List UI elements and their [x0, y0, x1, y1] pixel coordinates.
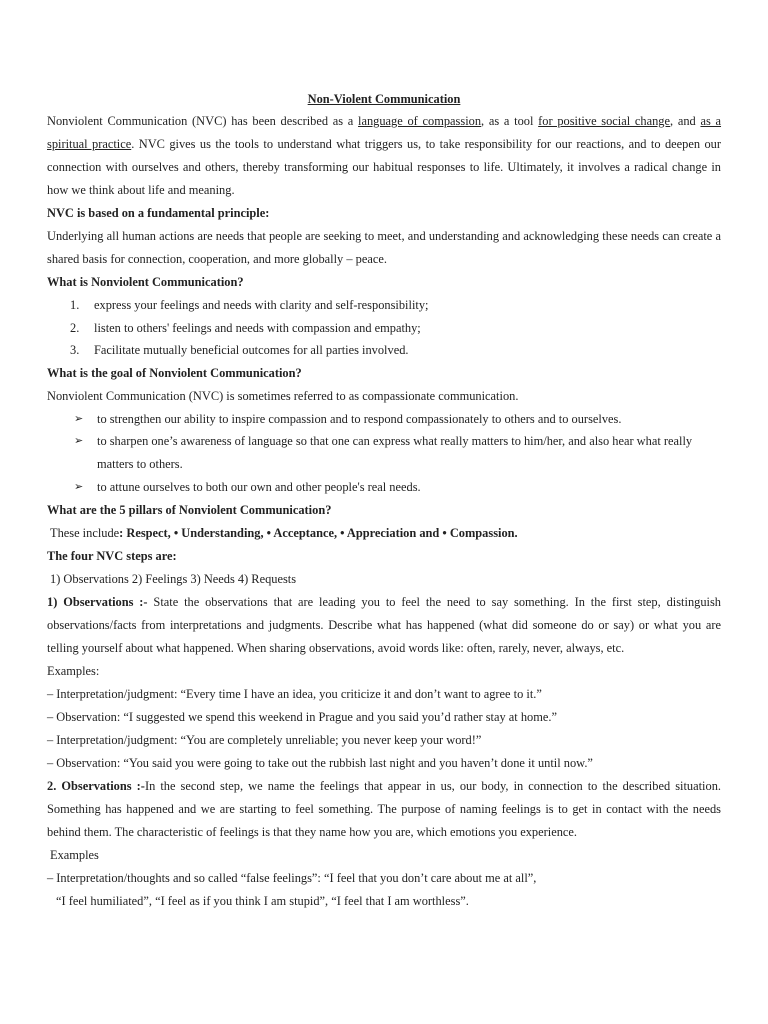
- list-item-text: to attune ourselves to both our own and other people's real needs.: [97, 479, 421, 494]
- observations-label: 1) Observations :-: [47, 594, 148, 609]
- list-item-text: to strengthen our ability to inspire compassion and to respond compassionately to others and to ourselves.: [97, 411, 622, 426]
- link-language-of-compassion[interactable]: language of compassion: [358, 114, 482, 128]
- feelings-label: 2. Observations :-: [47, 778, 145, 793]
- example-line: – Interpretation/judgment: “Every time I have an idea, you criticize it and don’t want to agree to it.”: [47, 686, 542, 701]
- goal-text: Nonviolent Communication (NVC) is sometimes referred to as compassionate communication.: [47, 388, 519, 403]
- what-is-heading: What is Nonviolent Communication?: [47, 275, 244, 289]
- examples-label: Examples: [50, 847, 99, 862]
- intro-paragraph: [47, 110, 721, 202]
- list-item: [70, 339, 721, 362]
- pillars-list: : Respect, • Understanding, • Acceptance, • Appreciation and • Compassion.: [119, 525, 518, 540]
- intro-text-3: , and: [670, 114, 701, 128]
- list-item-text: express your feelings and needs with clarity and self-responsibility;: [94, 298, 429, 312]
- steps-heading: The four NVC steps are:: [47, 548, 177, 563]
- list-number: 1.: [70, 298, 80, 312]
- list-item-text: listen to others' feelings and needs with compassion and empathy;: [94, 320, 421, 335]
- example-line: – Observation: “You said you were going to take out the rubbish last night and you haven’t done it until now.”: [47, 755, 593, 770]
- pillars-heading: What are the 5 pillars of Nonviolent Communication?: [47, 502, 332, 517]
- example-line: “I feel humiliated”, “I feel as if you think I am stupid”, “I feel that I am worthless”.: [56, 893, 469, 908]
- pillars-text: [47, 522, 721, 545]
- example-line: – Observation: “I suggested we spend this weekend in Prague and you said you’d rather stay at home.”: [47, 709, 557, 724]
- list-item: [74, 476, 721, 499]
- steps-text: 1) Observations 2) Feelings 3) Needs 4) Requests: [50, 571, 297, 586]
- list-item-text: to sharpen one’s awareness of language so that one can express what really matters to him/her, and also hear what really matters to others.: [97, 434, 693, 472]
- list-item-text: Facilitate mutually beneficial outcomes for all parties involved.: [94, 343, 409, 357]
- intro-text-2: , as a tool: [481, 114, 539, 128]
- list-item: [74, 430, 721, 476]
- goal-heading: What is the goal of Nonviolent Communication?: [47, 365, 302, 380]
- observations-text: State the observations that are leading you to feel the need to say something. In the first step, distinguish observations/facts from interpretations and judgments. Describe what has happened (what did someone do or say) or what you are telling yourself about what happened. When sharing observations, avoid words like: often, rarely, never, always, etc.: [47, 594, 721, 655]
- feelings-paragraph: [47, 775, 721, 844]
- principle-text: Underlying all human actions are needs that people are seeking to meet, and understanding and acknowledging these needs can create a shared basis for connection, cooperation, and more globally – peace.: [47, 229, 721, 266]
- example-line: – Interpretation/thoughts and so called “false feelings”: “I feel that you don’t care about me at all”,: [47, 870, 537, 885]
- document-title: Non-Violent Communication: [307, 92, 461, 106]
- examples-label: Examples:: [47, 663, 100, 678]
- list-item: [74, 408, 721, 431]
- list-number: 2.: [70, 320, 80, 335]
- intro-text-4: . NVC gives us the tools to understand what triggers us, to take responsibility for our reactions, and to deepen our connection with ourselves and others, thereby transforming our habitual responses to life. Ultimately, it involves a radical change in how we think about life and meaning.: [47, 137, 721, 197]
- intro-text-1: Nonviolent Communication (NVC) has been described as a: [47, 114, 359, 128]
- list-number: 3.: [70, 343, 80, 357]
- link-spiritual-practice[interactable]: as a spiritual practice: [47, 114, 722, 151]
- observations-paragraph: [47, 591, 721, 660]
- pillars-lead: These include: [50, 525, 120, 540]
- link-positive-social-change[interactable]: for positive social change: [538, 114, 671, 128]
- list-item: [70, 317, 721, 340]
- example-line: – Interpretation/judgment: “You are completely unreliable; you never keep your word!”: [47, 732, 482, 747]
- list-item: [70, 294, 721, 317]
- principle-heading: NVC is based on a fundamental principle:: [47, 206, 270, 220]
- arrow-bullet-icon: ➢: [74, 480, 84, 493]
- arrow-bullet-icon: ➢: [74, 435, 84, 448]
- feelings-text: In the second step, we name the feelings that appear in us, our body, in connection to the described situation. Something has happened and we are starting to feel something. The purpose of naming feelings is to get in contact with the needs behind them. The characteristic of feelings is that they name how you are, which emotions you experience.: [47, 778, 721, 839]
- arrow-bullet-icon: ➢: [74, 412, 84, 425]
